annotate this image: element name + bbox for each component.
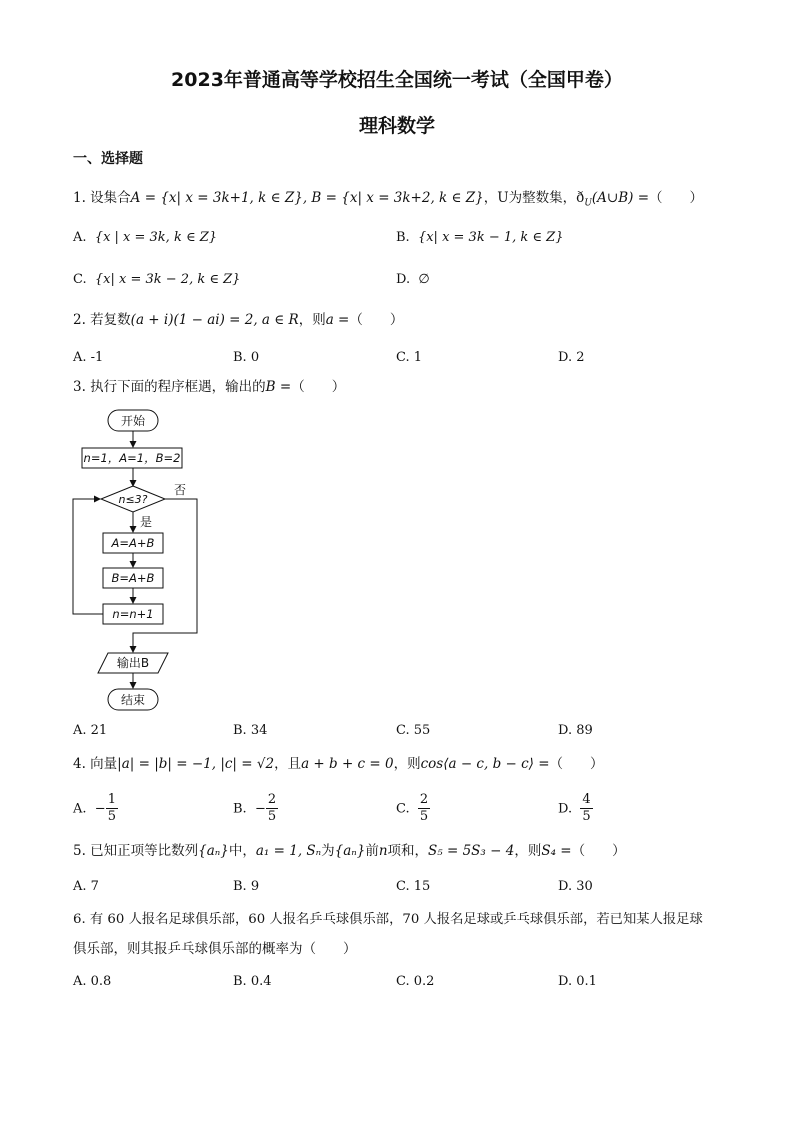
q5-expr-a: {aₙ} <box>198 843 229 859</box>
q4-option-c[interactable] <box>396 792 430 826</box>
q5-option-c[interactable]: C. 15 <box>396 879 431 894</box>
q4-stem-c: ，则 <box>393 756 421 772</box>
q2-option-b[interactable]: B. 0 <box>233 350 260 365</box>
q1-option-a-text: {x | x = 3k, k ∈ Z} <box>94 230 218 245</box>
q4-option-d-den: 5 <box>582 809 591 825</box>
q4-option-d[interactable] <box>558 792 593 826</box>
q5-option-b[interactable]: B. 9 <box>233 879 260 894</box>
q4-option-a-den: 5 <box>107 809 116 825</box>
q6-option-d[interactable]: D. 0.1 <box>558 974 597 989</box>
exam-subtitle: 理科数学 <box>358 115 435 137</box>
q1-option-b-label: B. <box>396 230 410 245</box>
question-2-stem <box>73 314 403 328</box>
q1-option-d[interactable] <box>396 273 430 286</box>
section-heading: 一、选择题 <box>73 151 143 167</box>
q4-option-b-den: 5 <box>267 809 277 825</box>
q2-paren: （ ） <box>349 312 404 328</box>
q5-expr-e: S₅ = 5S₃ − 4 <box>428 843 515 859</box>
flow-start-label: 开始 <box>120 414 146 428</box>
q1-set-b: , B = {x| x = 3k+2, k ∈ Z} <box>302 190 484 206</box>
flow-end-label: 结束 <box>120 693 146 707</box>
q3-option-b[interactable]: B. 34 <box>233 723 268 738</box>
question-4-stem <box>73 758 604 772</box>
exam-title: 2023年普通高等学校招生全国统一考试（全国甲卷） <box>171 69 623 91</box>
flow-loop-back-line <box>73 499 103 614</box>
q5-expr-c: {aₙ} <box>334 843 366 859</box>
flow-step1-label: A=A+B <box>111 536 155 550</box>
q2-stem-b: ，则 <box>298 312 326 328</box>
q2-option-d[interactable]: D. 2 <box>558 350 585 365</box>
q4-option-b-sign: − <box>254 801 266 817</box>
question-3-stem <box>73 381 345 395</box>
q2-option-a[interactable]: A. -1 <box>73 350 104 365</box>
flow-output-label: 输出B <box>116 656 150 670</box>
q1-paren: （ ） <box>649 190 704 206</box>
q4-option-b[interactable] <box>233 792 278 826</box>
q1-option-b-text: {x| x = 3k − 1, k ∈ Z} <box>417 230 564 245</box>
q4-option-b-fraction <box>266 792 278 826</box>
q1-complement-sub: U <box>584 198 592 209</box>
q4-option-a-fraction <box>106 792 118 826</box>
q5-stem-e: 项和， <box>387 843 429 859</box>
q1-set-a: A = {x| x = 3k+1, k ∈ Z} <box>130 190 303 206</box>
q3-expr: B = <box>265 379 292 395</box>
q4-expr-c: cos⟨a − c, b − c⟩ = <box>420 756 550 772</box>
question-6-line2: 俱乐部，则其报乒乓球俱乐部的概率为（ ） <box>73 941 357 957</box>
q5-option-a[interactable]: A. 7 <box>73 879 99 894</box>
q5-stem-f: ，则 <box>514 843 542 859</box>
q4-option-a-num: 1 <box>106 792 118 809</box>
flow-no-label: 否 <box>173 483 187 497</box>
q5-stem-d: 前 <box>365 843 379 859</box>
flow-init-label: n=1，A=1，B=2 <box>83 451 181 465</box>
q5-option-d[interactable]: D. 30 <box>558 879 593 894</box>
q4-option-c-num: 2 <box>418 792 430 809</box>
q5-expr-b: a₁ = 1, Sₙ <box>255 843 322 859</box>
q3-option-d[interactable]: D. 89 <box>558 723 593 738</box>
q4-expr-b: a + b + c = 0 <box>301 756 394 772</box>
question-6-line1: 6. 有 60 人报名足球俱乐部，60 人报名乒乓球俱乐部，70 人报名足球或乒乓球俱乐部，若已知某人报足球 <box>73 912 703 927</box>
q4-option-d-num: 4 <box>580 792 592 809</box>
q2-option-c[interactable]: C. 1 <box>396 350 423 365</box>
q4-option-b-label: B. <box>233 801 247 817</box>
q4-paren: （ ） <box>549 756 604 772</box>
q5-stem-a: 5. 已知正项等比数列 <box>73 843 199 859</box>
flow-step3-label: n=n+1 <box>112 607 154 621</box>
q2-expr-b: a = <box>325 312 350 328</box>
q1-option-c-label: C. <box>73 272 87 287</box>
q1-option-a[interactable] <box>73 231 217 244</box>
q1-option-a-label: A. <box>73 230 87 245</box>
q2-expr: (a + i)(1 − ai) = 2, a ∈ R <box>130 312 299 328</box>
q4-expr-a: |a| = |b| = −1, |c| = √2 <box>117 756 275 772</box>
q1-option-b[interactable] <box>396 231 563 244</box>
q4-option-a-label: A. <box>73 801 87 817</box>
q4-option-a-sign: − <box>94 801 106 817</box>
q3-option-a[interactable]: A. 21 <box>73 723 108 738</box>
q4-option-b-num: 2 <box>266 792 278 809</box>
q4-option-c-den: 5 <box>419 809 429 825</box>
question-1-stem <box>73 192 703 209</box>
q1-option-c-text: {x| x = 3k − 2, k ∈ Z} <box>94 272 241 287</box>
q1-complement-symbol: ð <box>576 190 585 206</box>
q3-stem: 3. 执行下面的程序框遇，输出的 <box>73 379 266 395</box>
q5-expr-d: n <box>378 843 388 859</box>
q3-option-c[interactable]: C. 55 <box>396 723 431 738</box>
q6-option-a[interactable]: A. 0.8 <box>73 974 112 989</box>
q4-option-c-label: C. <box>396 801 410 817</box>
q5-stem-c: 为 <box>321 843 335 859</box>
question-5-stem <box>73 845 626 859</box>
q4-option-d-label: D. <box>558 801 573 817</box>
q1-option-d-text: ∅ <box>418 272 430 287</box>
q6-option-b[interactable]: B. 0.4 <box>233 974 272 989</box>
q2-stem-a: 2. 若复数 <box>73 312 131 328</box>
q5-expr-f: S₄ = <box>541 843 572 859</box>
q4-option-a[interactable] <box>73 792 118 826</box>
q6-option-c[interactable]: C. 0.2 <box>396 974 435 989</box>
flow-cond-label: n≤3? <box>118 493 148 506</box>
q4-stem-b: ，且 <box>274 756 302 772</box>
flow-yes-label: 是 <box>139 515 153 529</box>
q1-stem-b: ，U为整数集， <box>483 190 577 206</box>
flow-step2-label: B=A+B <box>111 571 155 585</box>
q3-paren: （ ） <box>291 379 346 395</box>
q1-expr: (A∪B) = <box>591 190 650 206</box>
q1-option-d-label: D. <box>396 272 411 287</box>
q4-stem-a: 4. 向量 <box>73 756 118 772</box>
program-flowchart <box>60 400 220 718</box>
q1-stem-a: 1. 设集合 <box>73 190 131 206</box>
q4-option-c-fraction <box>418 792 430 826</box>
q5-paren: （ ） <box>571 843 626 859</box>
q1-option-c[interactable] <box>73 273 240 286</box>
q5-stem-b: 中， <box>228 843 256 859</box>
q4-option-d-fraction <box>580 792 592 826</box>
